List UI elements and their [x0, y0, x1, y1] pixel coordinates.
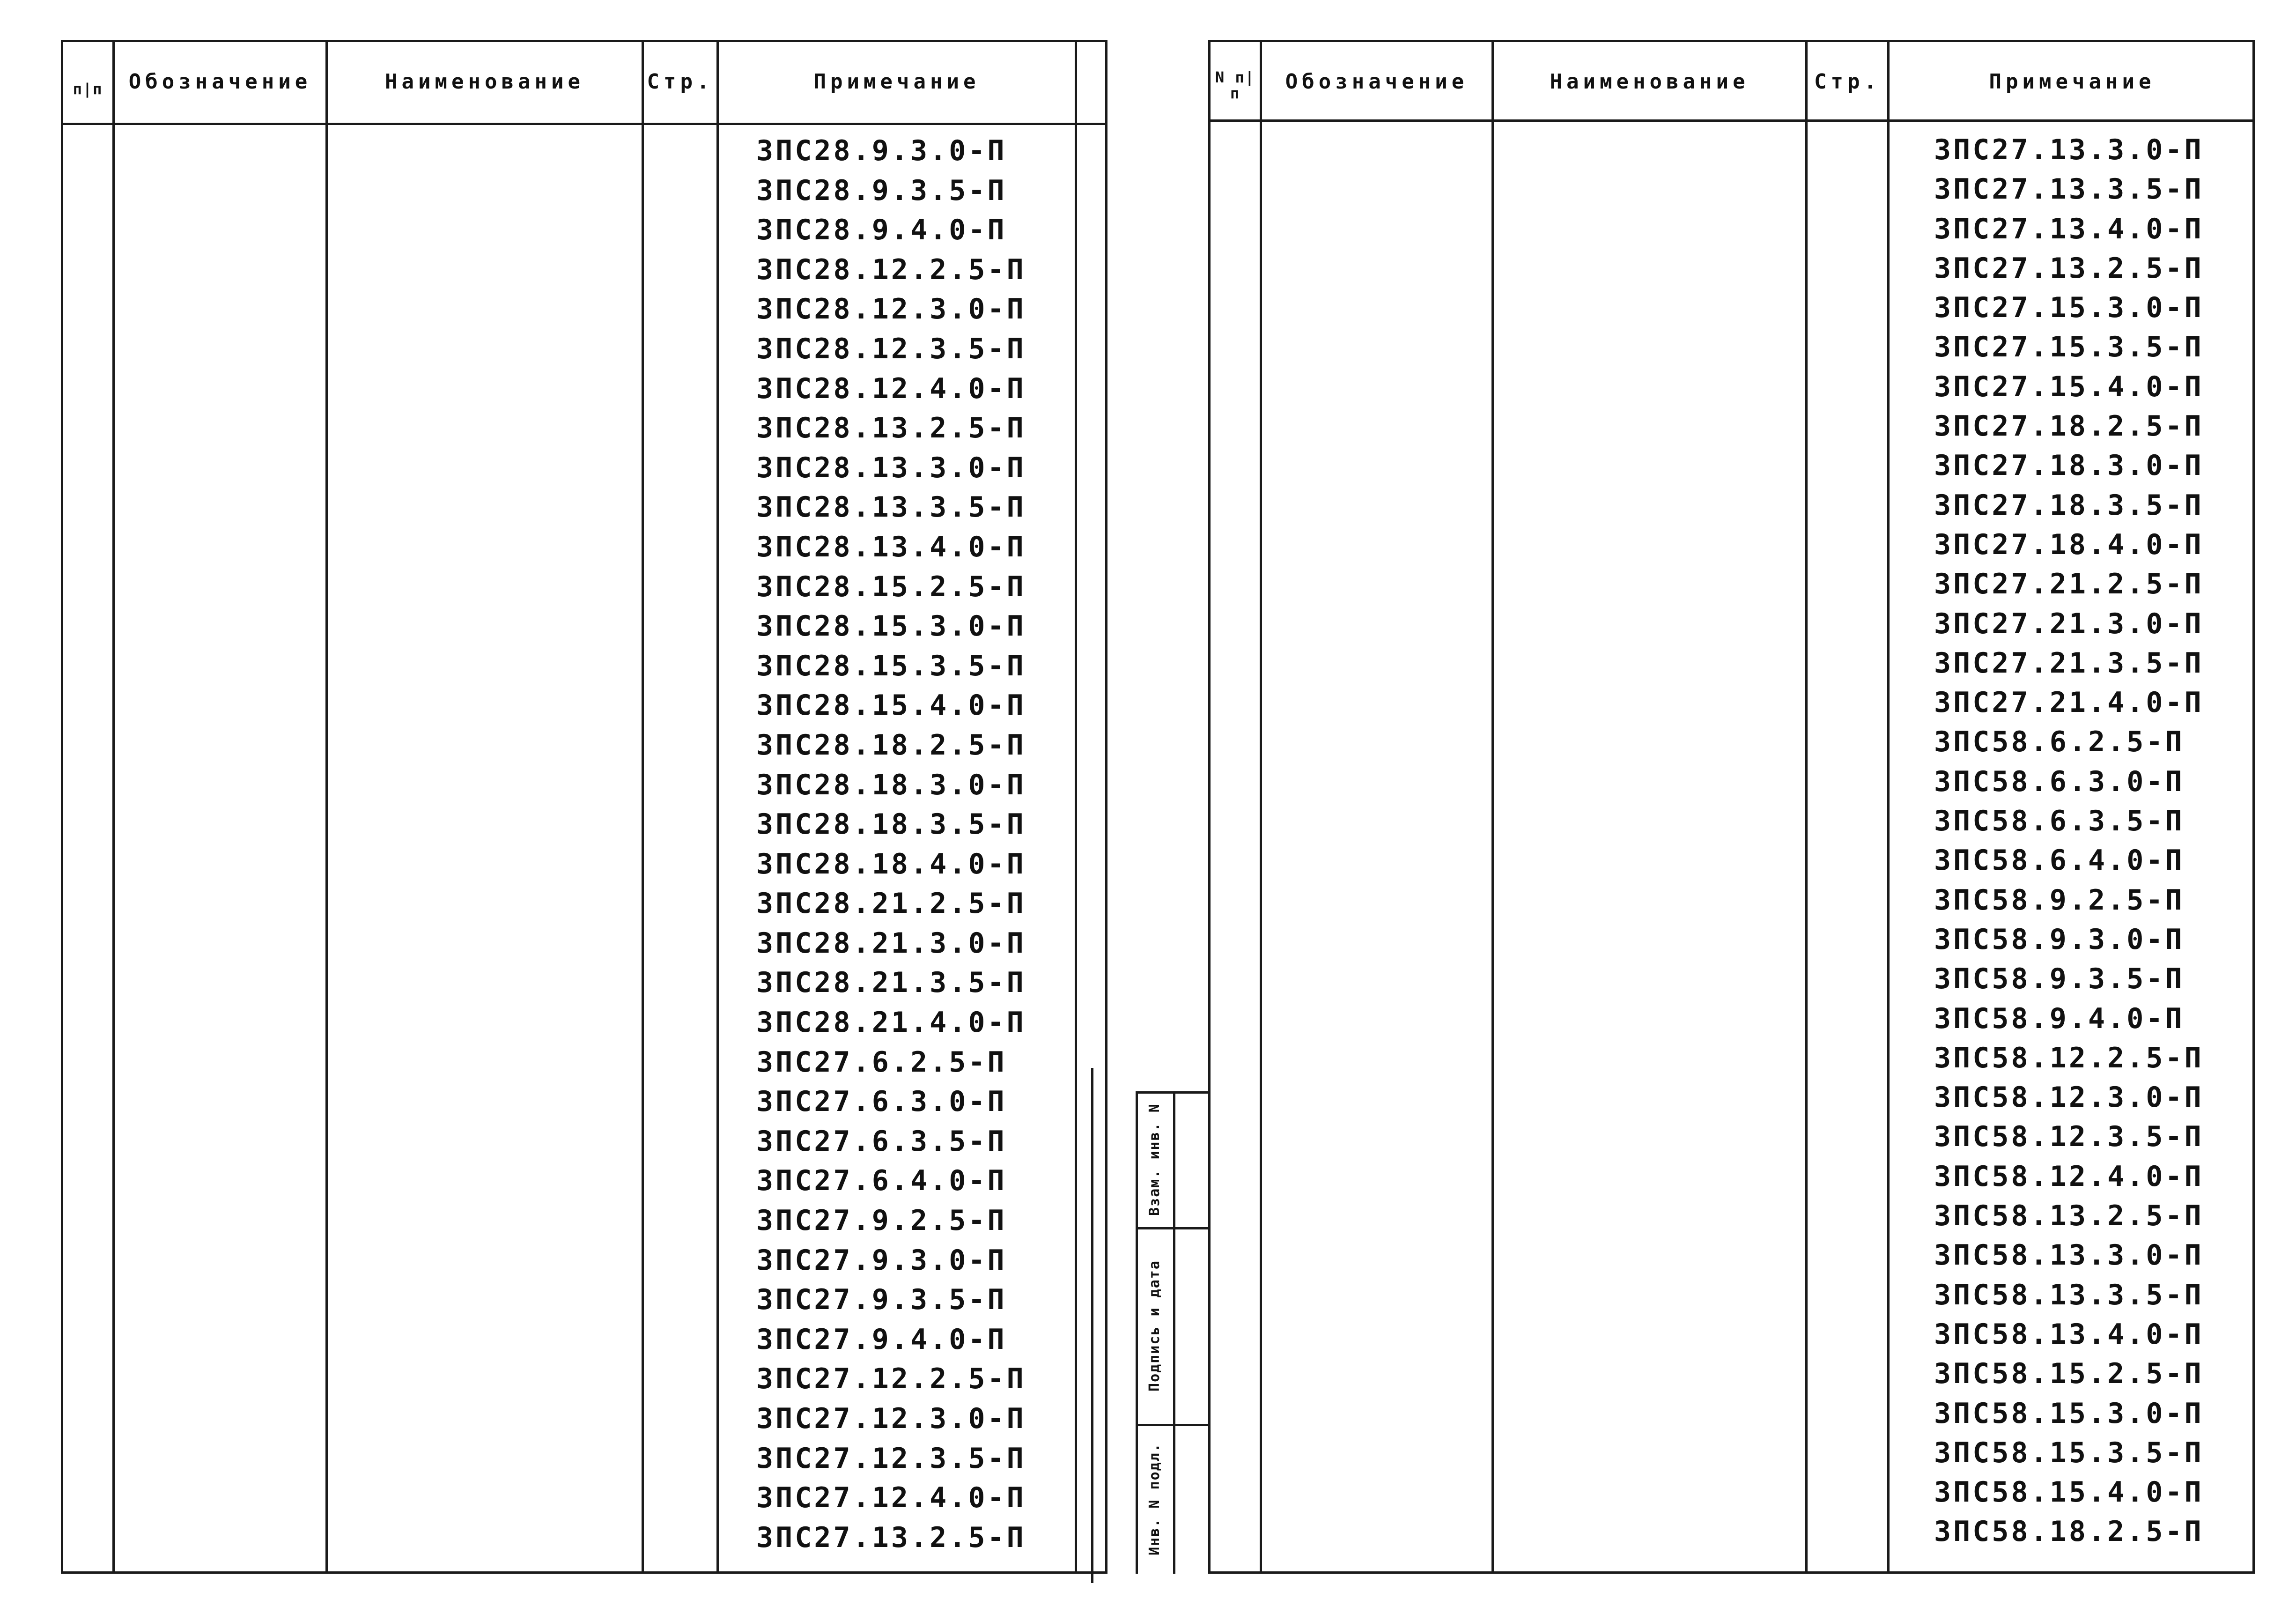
note-entry: 3ПС58.13.2.5-П	[1934, 1199, 2204, 1233]
approval-stamp	[1136, 1091, 1208, 1574]
note-entry: 3ПС58.13.3.0-П	[1934, 1239, 2204, 1272]
note-entry: 3ПС27.13.3.0-П	[1934, 133, 2204, 166]
note-entry: 3ПС28.9.3.5-П	[756, 174, 1007, 207]
note-entry: 3ПС27.9.3.5-П	[756, 1283, 1007, 1317]
note-entry: 3ПС58.15.3.5-П	[1934, 1436, 2204, 1469]
note-entry: 3ПС58.12.3.0-П	[1934, 1081, 2204, 1114]
note-entry: 3ПС58.12.3.5-П	[1934, 1120, 2204, 1154]
left-header-rule	[61, 123, 1107, 125]
note-entry: 3ПС28.12.3.0-П	[756, 293, 1026, 326]
right-header-page: Стр.	[1814, 69, 1881, 94]
right-header-num: N п|п	[1215, 68, 1255, 102]
note-entry: 3ПС27.21.2.5-П	[1934, 568, 2204, 601]
note-entry: 3ПС28.18.4.0-П	[756, 847, 1026, 881]
note-entry: 3ПС27.18.4.0-П	[1934, 528, 2204, 561]
stamp-cell-podpis	[1136, 1227, 1173, 1424]
note-entry: 3ПС27.12.3.5-П	[756, 1442, 1026, 1475]
stamp-cell-vzam	[1136, 1091, 1173, 1227]
right-col-divider-3	[1805, 40, 1808, 1574]
note-entry: 3ПС27.6.2.5-П	[756, 1045, 1007, 1079]
note-entry: 3ПС58.9.4.0-П	[1934, 1002, 2185, 1035]
note-entry: 3ПС27.15.3.5-П	[1934, 331, 2204, 364]
note-entry: 3ПС28.13.3.5-П	[756, 491, 1026, 524]
right-col-divider-4	[1887, 40, 1890, 1574]
note-entry: 3ПС58.18.2.5-П	[1934, 1515, 2204, 1548]
note-entry: 3ПС27.12.2.5-П	[756, 1362, 1026, 1396]
note-entry: 3ПС28.15.3.5-П	[756, 649, 1026, 682]
left-col-divider-5	[1075, 40, 1077, 1574]
left-notes-list	[756, 131, 1026, 1557]
note-entry: 3ПС58.6.3.0-П	[1934, 765, 2185, 798]
note-entry: 3ПС28.13.2.5-П	[756, 412, 1026, 445]
note-entry: 3ПС58.12.2.5-П	[1934, 1041, 2204, 1074]
note-entry: 3ПС28.18.2.5-П	[756, 728, 1026, 762]
right-header-designation: Обозначение	[1285, 69, 1469, 94]
note-entry: 3ПС58.6.4.0-П	[1934, 844, 2185, 877]
right-col-divider-1	[1260, 40, 1262, 1574]
left-col-divider-3	[642, 40, 644, 1574]
note-entry: 3ПС58.6.2.5-П	[1934, 725, 2185, 759]
note-entry: 3ПС27.9.2.5-П	[756, 1204, 1007, 1237]
left-header-num: п|п	[73, 80, 103, 98]
stamp-inner-line	[1173, 1091, 1175, 1574]
note-entry: 3ПС58.12.4.0-П	[1934, 1160, 2204, 1193]
left-header-page: Стр.	[647, 69, 714, 94]
note-entry: 3ПС28.9.4.0-П	[756, 214, 1007, 247]
right-header-rule	[1208, 119, 2255, 122]
left-header-designation: Обозначение	[128, 69, 312, 94]
note-entry: 3ПС58.15.2.5-П	[1934, 1357, 2204, 1391]
note-entry: 3ПС27.13.4.0-П	[1934, 212, 2204, 245]
stamp-cell-inv	[1136, 1424, 1173, 1574]
note-entry: 3ПС28.12.3.5-П	[756, 332, 1026, 365]
note-entry: 3ПС58.13.4.0-П	[1934, 1318, 2204, 1351]
note-entry: 3ПС27.9.3.0-П	[756, 1244, 1007, 1277]
note-entry: 3ПС28.13.4.0-П	[756, 530, 1026, 563]
note-entry: 3ПС27.6.4.0-П	[756, 1164, 1007, 1198]
note-entry: 3ПС27.13.2.5-П	[756, 1521, 1026, 1554]
note-entry: 3ПС28.21.3.0-П	[756, 926, 1026, 960]
note-entry: 3ПС28.15.3.0-П	[756, 610, 1026, 643]
note-entry: 3ПС28.9.3.0-П	[756, 134, 1007, 167]
note-entry: 3ПС28.21.2.5-П	[756, 887, 1026, 920]
stamp-vzam-inv: Взам. инв. N	[1146, 1103, 1163, 1216]
note-entry: 3ПС28.12.4.0-П	[756, 372, 1026, 405]
note-entry: 3ПС58.15.4.0-П	[1934, 1476, 2204, 1509]
note-entry: 3ПС27.13.3.5-П	[1934, 173, 2204, 206]
note-entry: 3ПС27.21.4.0-П	[1934, 686, 2204, 719]
left-header-note: Примечание	[813, 69, 980, 94]
note-entry: 3ПС27.15.4.0-П	[1934, 370, 2204, 403]
left-col-divider-4	[716, 40, 719, 1574]
spread-center-line	[1091, 1068, 1093, 1583]
note-entry: 3ПС27.12.4.0-П	[756, 1481, 1026, 1515]
right-col-divider-2	[1491, 40, 1494, 1574]
right-header-name: Наименование	[1550, 69, 1750, 94]
stamp-podpis-data: Подпись и дата	[1146, 1259, 1163, 1392]
note-entry: 3ПС28.15.4.0-П	[756, 689, 1026, 722]
stamp-inv-podl: Инв. N подл.	[1146, 1442, 1163, 1555]
note-entry: 3ПС27.18.3.5-П	[1934, 489, 2204, 522]
right-notes-list	[1934, 130, 2204, 1552]
note-entry: 3ПС27.9.4.0-П	[756, 1323, 1007, 1356]
left-col-divider-2	[325, 40, 328, 1574]
note-entry: 3ПС27.6.3.5-П	[756, 1125, 1007, 1158]
note-entry: 3ПС28.15.2.5-П	[756, 570, 1026, 603]
note-entry: 3ПС28.18.3.5-П	[756, 808, 1026, 841]
note-entry: 3ПС28.13.3.0-П	[756, 451, 1026, 484]
note-entry: 3ПС58.6.3.5-П	[1934, 805, 2185, 838]
note-entry: 3ПС27.12.3.0-П	[756, 1402, 1026, 1435]
note-entry: 3ПС28.12.2.5-П	[756, 253, 1026, 286]
note-entry: 3ПС27.21.3.5-П	[1934, 646, 2204, 680]
left-header-name: Наименование	[385, 69, 584, 94]
note-entry: 3ПС28.18.3.0-П	[756, 768, 1026, 801]
note-entry: 3ПС28.21.3.5-П	[756, 966, 1026, 999]
note-entry: 3ПС58.9.3.0-П	[1934, 923, 2185, 956]
note-entry: 3ПС27.18.2.5-П	[1934, 410, 2204, 443]
note-entry: 3ПС27.18.3.0-П	[1934, 449, 2204, 482]
note-entry: 3ПС58.13.3.5-П	[1934, 1278, 2204, 1311]
note-entry: 3ПС28.21.4.0-П	[756, 1006, 1026, 1039]
right-header-note: Примечание	[1989, 69, 2156, 94]
note-entry: 3ПС27.13.2.5-П	[1934, 252, 2204, 285]
note-entry: 3ПС58.9.3.5-П	[1934, 962, 2185, 996]
note-entry: 3ПС58.15.3.0-П	[1934, 1397, 2204, 1430]
left-col-divider-1	[112, 40, 115, 1574]
note-entry: 3ПС27.21.3.0-П	[1934, 607, 2204, 640]
note-entry: 3ПС58.9.2.5-П	[1934, 883, 2185, 917]
note-entry: 3ПС27.6.3.0-П	[756, 1085, 1007, 1118]
note-entry: 3ПС27.15.3.0-П	[1934, 291, 2204, 325]
